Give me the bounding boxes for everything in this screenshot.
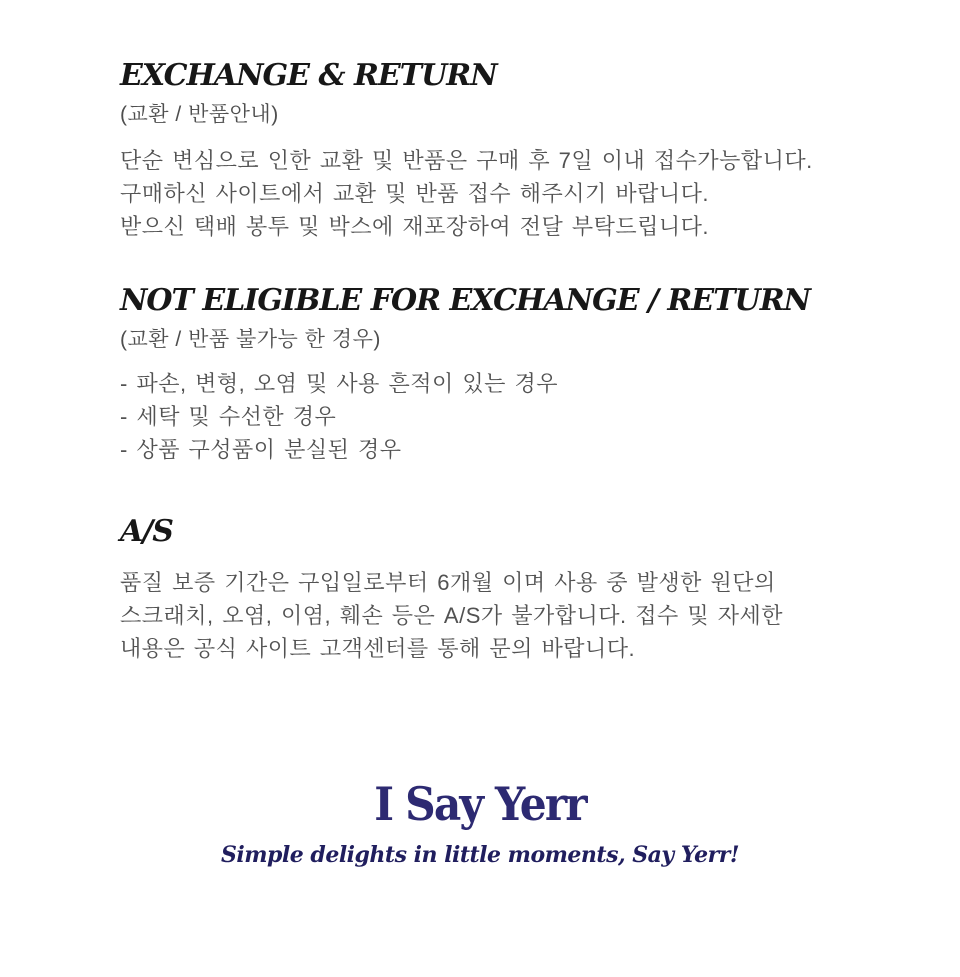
exchange-return-title: EXCHANGE & RETURN	[120, 58, 497, 93]
paragraph-line: 품질 보증 기간은 구입일로부터 6개월 이며 사용 중 발생한 원단의	[120, 570, 776, 595]
after-service-title: A/S	[120, 514, 173, 549]
paragraph-line: 내용은 공식 사이트 고객센터를 통해 문의 바랍니다.	[120, 636, 636, 661]
brand-tagline: Simple delights in little moments, Say Yerr!	[221, 842, 739, 868]
paragraph-line: 스크래치, 오염, 이염, 훼손 등은 A/S가 불가합니다. 접수 및 자세한	[120, 603, 783, 628]
list-item: - 파손, 변형, 오염 및 사용 흔적이 있는 경우	[120, 371, 558, 396]
exchange-return-paragraph	[120, 144, 880, 243]
paragraph-line: 단순 변심으로 인한 교환 및 반품은 구매 후 7일 이내 접수가능합니다.	[120, 148, 813, 173]
list-item: - 상품 구성품이 분실된 경우	[120, 437, 402, 462]
brand-footer	[0, 777, 960, 869]
section-after-service	[120, 514, 880, 665]
section-exchange-return	[120, 58, 880, 243]
list-item: - 세탁 및 수선한 경우	[120, 404, 337, 429]
not-eligible-title: NOT ELIGIBLE FOR EXCHANGE / RETURN	[120, 283, 811, 318]
paragraph-line: 구매하신 사이트에서 교환 및 반품 접수 해주시기 바랍니다.	[120, 181, 709, 206]
after-service-paragraph	[120, 566, 880, 665]
not-eligible-list	[120, 367, 880, 466]
exchange-return-subtitle: (교환 / 반품안내)	[120, 103, 279, 126]
paragraph-line: 받으신 택배 봉투 및 박스에 재포장하여 전달 부탁드립니다.	[120, 214, 709, 239]
brand-logo: I Say Yerr	[374, 777, 586, 831]
not-eligible-subtitle: (교환 / 반품 불가능 한 경우)	[120, 328, 381, 351]
section-not-eligible	[120, 283, 880, 466]
